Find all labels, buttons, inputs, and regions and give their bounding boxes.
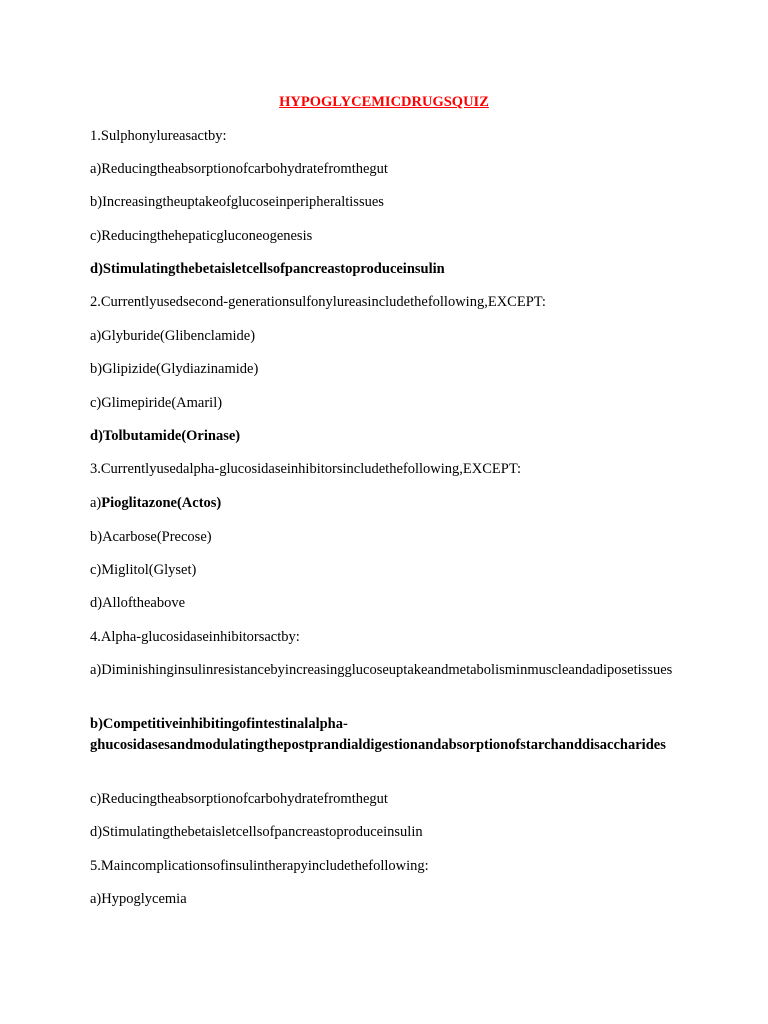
q4-option-b-answer-line-1: b)Competitiveinhibitingofintestinalalpha- — [90, 716, 348, 732]
q3-option-a-answer: Pioglitazone(Actos) — [101, 495, 222, 511]
q2-option-d-answer: d)Tolbutamide(Orinase) — [90, 428, 241, 444]
q3-option-b: b)Acarbose(Precose) — [90, 529, 212, 545]
q2-option-c: c)Glimepiride(Amaril) — [90, 395, 223, 411]
q1-option-d-answer: d)Stimulatingthebetaisletcellsofpancreastoproduceinsulin — [90, 261, 445, 277]
q2-option-b: b)Glipizide(Glydiazinamide) — [90, 361, 259, 377]
q1-option-c: c)Reducingthehepaticgluconeogenesis — [90, 228, 313, 244]
q3-option-a-prefix: a) — [90, 495, 102, 511]
question-5: 5.Maincomplicationsofinsulintherapyincludethefollowing: — [90, 858, 429, 874]
q4-option-a: a)Diminishinginsulinresistancebyincreasingglucoseuptakeandmetabolisminmuscleandadiposetissues — [90, 662, 673, 678]
q1-option-a: a)Reducingtheabsorptionofcarbohydratefromthegut — [90, 161, 388, 177]
q3-option-d: d)Alloftheabove — [90, 595, 186, 611]
q4-option-c: c)Reducingtheabsorptionofcarbohydratefromthegut — [90, 791, 388, 807]
q3-option-a — [90, 493, 680, 514]
q1-option-b: b)Increasingtheuptakeofglucoseinperipheraltissues — [90, 194, 384, 210]
q3-option-c: c)Miglitol(Glyset) — [90, 562, 197, 578]
question-2: 2.Currentlyusedsecond-generationsulfonylureasincludethefollowing,EXCEPT: — [90, 294, 546, 310]
question-3: 3.Currentlyusedalpha-glucosidaseinhibitorsincludethefollowing,EXCEPT: — [90, 461, 521, 477]
question-4: 4.Alpha-glucosidaseinhibitorsactby: — [90, 629, 300, 645]
q5-option-a: a)Hypoglycemia — [90, 891, 187, 907]
quiz-title: HYPOGLYCEMICDRUGSQUIZ — [279, 94, 489, 110]
q4-option-d: d)Stimulatingthebetaisletcellsofpancreastoproduceinsulin — [90, 824, 423, 840]
q4-option-b-answer-line-2: ghucosidasesandmodulatingthepostprandialdigestionandabsorptionofstarchanddisaccharides — [90, 737, 666, 753]
q2-option-a: a)Glyburide(Glibenclamide) — [90, 328, 256, 344]
question-1: 1.Sulphonylureasactby: — [90, 128, 227, 144]
